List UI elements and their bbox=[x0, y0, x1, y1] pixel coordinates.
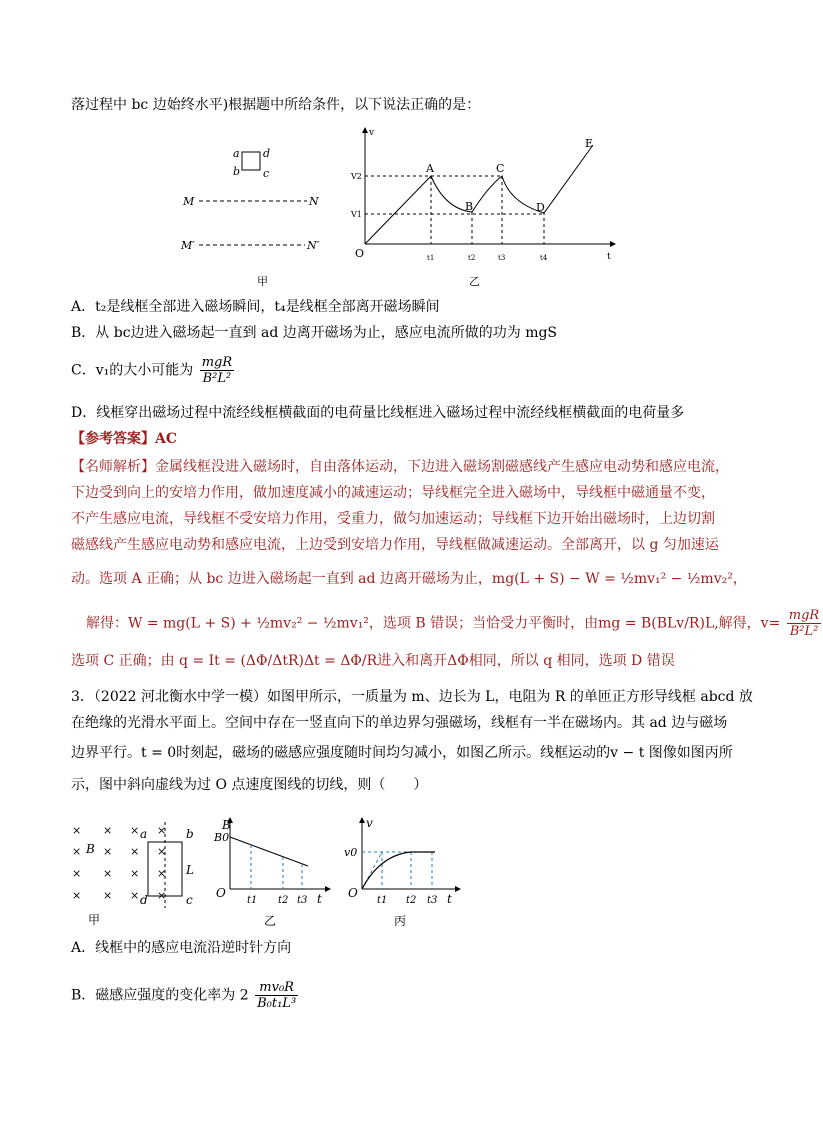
q3-stem-line-1: 3．（2022 河北衡水中学一模）如图甲所示，一质量为 m、边长为 L，电阻为 R 的单匝正方形导线框 abcd 放 bbox=[71, 689, 753, 705]
tick-t3: t3 bbox=[297, 895, 308, 906]
caption-jia-2: 甲 bbox=[88, 913, 101, 927]
tick-t1: t1 bbox=[377, 895, 388, 906]
point-a: A bbox=[426, 162, 434, 175]
axis-t: t bbox=[447, 892, 452, 906]
tick-t3: t3 bbox=[427, 895, 438, 906]
label-m2: M′ bbox=[181, 239, 195, 252]
svg-text:×: × bbox=[157, 845, 167, 858]
label-m: M bbox=[183, 195, 195, 208]
svg-text:×: × bbox=[103, 845, 113, 858]
q3-stem-line-3: 边界平行。t = 0时刻起，磁场的磁感应强度随时间均匀减小，如图乙所示。线框运动的v − t 图像如图丙所 bbox=[71, 745, 733, 761]
label-a: a bbox=[233, 147, 240, 160]
cross-marks bbox=[72, 824, 166, 902]
q3-option-a: A．线框中的感应电流沿逆时针方向 bbox=[71, 940, 292, 956]
tick-t1: t1 bbox=[247, 895, 258, 906]
tick-t1: t1 bbox=[427, 254, 435, 262]
tick-v0: v0 bbox=[344, 846, 358, 859]
label-b: b bbox=[233, 165, 241, 178]
tick-v2: V2 bbox=[351, 172, 362, 181]
tick-v1: V1 bbox=[351, 210, 362, 219]
svg-text:×: × bbox=[72, 867, 82, 880]
fraction-numerator: mv₀R bbox=[255, 980, 298, 996]
q3-option-b-fraction bbox=[255, 980, 298, 1011]
q2-option-c bbox=[71, 355, 731, 386]
q2-option-c-prefix: C．v₁的大小可能为 bbox=[71, 362, 194, 379]
axis-v: v bbox=[366, 816, 373, 830]
svg-text:×: × bbox=[157, 867, 167, 880]
origin-o: O bbox=[348, 886, 358, 900]
analysis-line-5: 动。选项 A 正确；从 bc 边进入磁场起一直到 ad 边离开磁场为止，mg(L + S) − W = ½mv₁² − ½mv₂²， bbox=[71, 571, 747, 587]
tick-t2: t2 bbox=[468, 254, 476, 262]
figure-bing bbox=[340, 815, 465, 930]
square-frame bbox=[242, 152, 260, 170]
point-b: B bbox=[465, 200, 474, 213]
analysis-line-1: 【名师解析】金属线框没进入磁场时，自由落体运动，下边进入磁场割磁感线产生感应电动势和感应电流， bbox=[71, 459, 729, 475]
svg-text:×: × bbox=[72, 889, 82, 902]
fraction-numerator: mgR bbox=[201, 355, 233, 370]
caption-yi: 乙 bbox=[469, 275, 480, 288]
figure-yi-1 bbox=[345, 125, 625, 290]
fraction-numerator: mgR bbox=[788, 608, 820, 623]
caption-bing: 丙 bbox=[394, 914, 407, 928]
analysis-v-fraction bbox=[787, 608, 821, 639]
fraction-denominator: B₀t₁L³ bbox=[257, 996, 297, 1011]
axis-b: B bbox=[222, 818, 231, 832]
q2-option-c-fraction bbox=[200, 355, 234, 386]
vt-curve bbox=[365, 145, 593, 244]
svg-text:×: × bbox=[72, 824, 82, 837]
figure-jia-1 bbox=[175, 135, 335, 290]
intro-text: 落过程中 bc 边始终水平)根据题中所给条件，以下说法正确的是： bbox=[71, 97, 481, 113]
label-n2: N′ bbox=[307, 239, 320, 252]
q3-stem-line-4: 示，图中斜向虚线为过 O 点速度图线的切线，则（ ） bbox=[71, 777, 428, 793]
analysis-line-4: 磁感线产生感应电动势和感应电流，上边受到安培力作用，导线框做减速运动。全部离开，以 g 匀加速运 bbox=[71, 537, 719, 553]
q2-option-a: A．t₂是线框全部进入磁场瞬间，t₄是线框全部离开磁场瞬间 bbox=[71, 299, 440, 315]
fraction-denominator: B²L² bbox=[202, 371, 232, 386]
fraction-denominator: B²L² bbox=[789, 624, 819, 639]
q3-option-b bbox=[71, 980, 731, 1011]
label-d: d bbox=[263, 147, 271, 160]
svg-text:×: × bbox=[72, 845, 82, 858]
label-b: b bbox=[186, 827, 194, 841]
tick-t2: t2 bbox=[278, 895, 289, 906]
svg-text:×: × bbox=[103, 889, 113, 902]
origin-o: O bbox=[355, 247, 365, 260]
axis-v: v bbox=[369, 128, 375, 138]
analysis-line-3: 不产生感应电流，导线框不受安培力作用，受重力，做匀加速运动；导线框下边开始出磁场时，上边切割 bbox=[71, 511, 715, 527]
tick-t3: t3 bbox=[498, 254, 506, 262]
tick-b0: B0 bbox=[214, 831, 230, 844]
figure-jia-2 bbox=[68, 818, 208, 928]
axis-t: t bbox=[607, 252, 611, 262]
label-d: d bbox=[140, 893, 148, 907]
b-line bbox=[230, 837, 308, 866]
q3-stem-line-2: 在绝缘的光滑水平面上。空间中存在一竖直向下的单边界匀强磁场，线框有一半在磁场内。其 ad 边与磁场 bbox=[71, 715, 728, 731]
figure-yi-2 bbox=[210, 815, 335, 930]
analysis-line-2: 下边受到向上的安培力作用，做加速度减小的减速运动；导线框完全进入磁场中，导线框中磁通量不变， bbox=[71, 485, 715, 501]
svg-text:×: × bbox=[130, 867, 140, 880]
q2-answer: 【参考答案】AC bbox=[71, 431, 178, 447]
point-e: E bbox=[585, 137, 594, 150]
point-d: D bbox=[536, 201, 545, 214]
svg-text:×: × bbox=[130, 845, 140, 858]
v-curve bbox=[362, 852, 435, 889]
svg-text:×: × bbox=[157, 824, 167, 837]
label-n: N bbox=[309, 195, 319, 208]
label-c: c bbox=[186, 893, 193, 907]
point-c: C bbox=[496, 162, 505, 175]
svg-text:×: × bbox=[130, 824, 140, 837]
label-c: c bbox=[263, 167, 270, 180]
svg-text:×: × bbox=[103, 824, 113, 837]
label-a: a bbox=[140, 827, 148, 841]
analysis-line-7: 选项 C 正确；由 q = It = (ΔΦ/ΔtR)Δt = ΔΦ/R进入和离开ΔΦ相同，所以 q 相同，选项 D 错误 bbox=[71, 653, 675, 669]
q3-option-b-prefix: B．磁感应强度的变化率为 2 bbox=[71, 987, 249, 1004]
analysis-line-6 bbox=[86, 608, 820, 639]
caption-yi-2: 乙 bbox=[264, 914, 277, 928]
q2-option-b: B．从 bc边进入磁场起一直到 ad 边离开磁场为止，感应电流所做的功为 mgS bbox=[71, 325, 558, 341]
label-b-field: B bbox=[86, 842, 95, 856]
caption-jia: 甲 bbox=[257, 275, 268, 288]
svg-text:×: × bbox=[157, 889, 167, 902]
q2-option-d: D．线框穿出磁场过程中流经线框横截面的电荷量比线框进入磁场过程中流经线框横截面的电荷量多 bbox=[71, 405, 685, 421]
origin-o: O bbox=[216, 886, 226, 900]
axis-t: t bbox=[317, 892, 322, 906]
label-l: L bbox=[186, 863, 194, 877]
tick-t2: t2 bbox=[406, 895, 417, 906]
svg-text:×: × bbox=[130, 889, 140, 902]
tick-t4: t4 bbox=[540, 254, 548, 262]
analysis-line-6-text: 解得：W = mg(L + S) + ½mv₂² − ½mv₁²，选项 B 错误；当恰受力平衡时，由mg = B(BLv/R)L,解得，v= bbox=[86, 615, 781, 632]
svg-text:×: × bbox=[103, 867, 113, 880]
